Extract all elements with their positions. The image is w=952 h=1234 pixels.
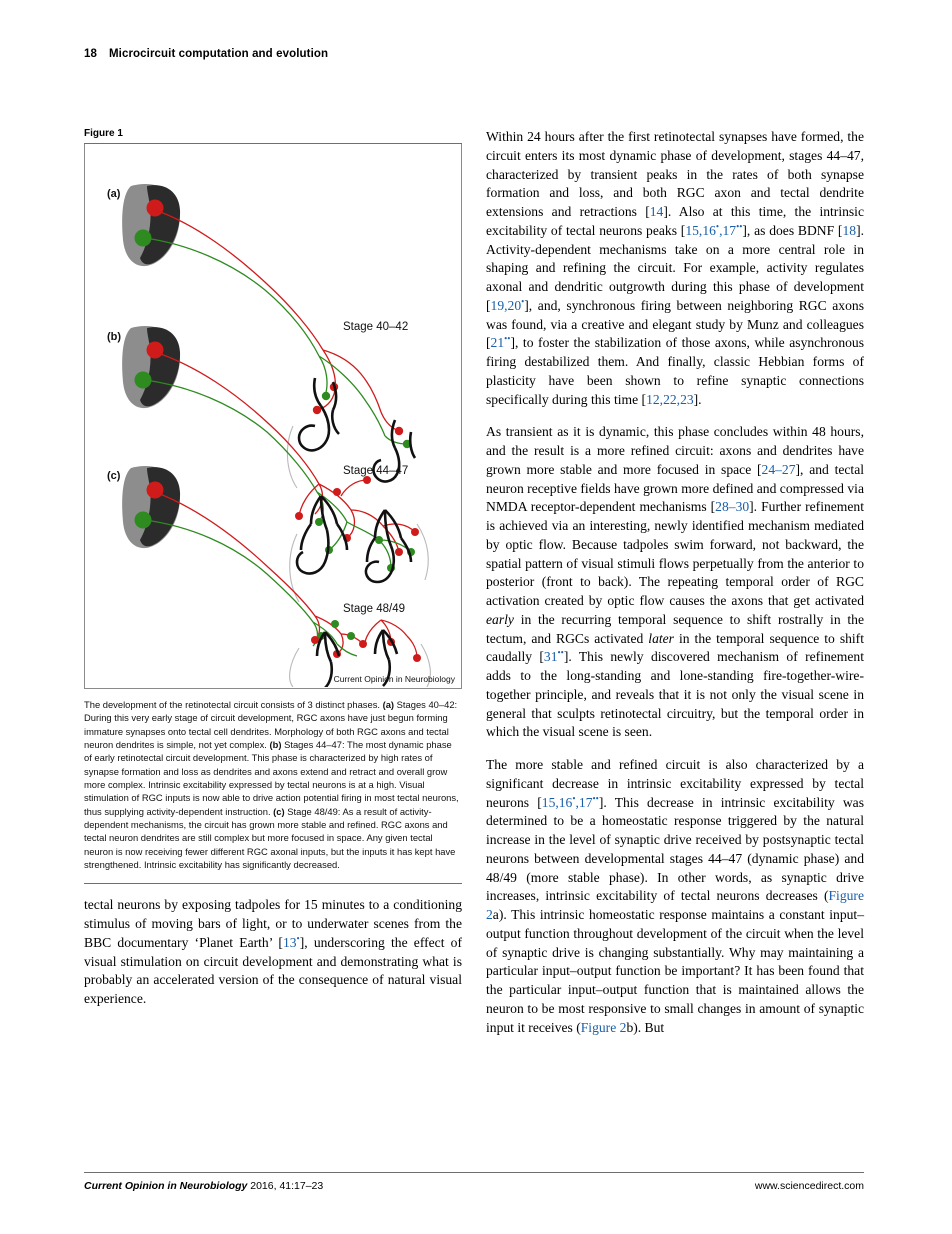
tectum-outline-c (290, 648, 299, 687)
stage-label-b: Stage 44–47 (343, 465, 409, 477)
running-head-title: Microcircuit computation and evolution (109, 48, 329, 60)
right-paragraph-3: The more stable and refined circuit is also characterized by a significant decrease in intrinsic excitability expressed by tectal neurons [15,16•,17••]. This decrease in intrinsic excitability was determined to be a homeostatic response triggered by the natural increase in the level of synaptic drive received by postsynaptic tectal neurons between developmental stages 44–47 (dynamic phase) and 48/49 (more stable phase). In other words, as synaptic drive increases, intrinsic excitability of tectal neurons decreases (Figure 2a). This intrinsic homeostatic response maintains a constant input–output function throughout development of the circuit when the level of synaptic drive is changing substantially. Why may maintaining a particular input–output function be important? It has been found that the particular input–output function that is maintained allows the neuron to be most responsive to small changes in amount of synaptic input it receives (Figure 2b). But (486, 757, 865, 1035)
right-paragraph-2: As transient as it is dynamic, this phase concludes within 48 hours, and the result is a more refined circuit: axons and dendrites have grown more stable and more focused in space [24–27], and tectal neuron receptive fields have grown more defined and compressed via NMDA receptor-dependent mechanisms [28–30]. Further refinement is achieved via an interesting, newly identified mechanism mediated by optic flow. Because tadpoles swim forward, not backward, the spatial pattern of visual stimuli flows perpetually from the anterior to posterior (front to back). The repeating temporal order of RGC activation created by optic flow causes the axons that get activated early in the recurring temporal sequence to shift rostrally in the tectum, and RGCs activated later in the temporal sequence to shift caudally [31••]. This newly discovered mechanism of refinement adds to the long-standing and lone-standing fire-together-wire-together principle, and reveals that it is not only the visual scene in general that sculpts retinotectal circuitry, but the temporal order in which the visual scene is seen. (486, 424, 865, 740)
footer-citation (84, 1180, 323, 1192)
eye-schematic-c (122, 466, 180, 548)
footer-website: www.sciencedirect.com (754, 1180, 864, 1192)
footer-volume-pages: 2016, 41:17–23 (250, 1180, 324, 1192)
page-footer (84, 1180, 864, 1192)
right-column (486, 128, 864, 1051)
panel-letter-b: (b) (107, 331, 122, 343)
figure-credit: Current Opinion in Neurobiology (333, 674, 455, 684)
figure-1-image (84, 144, 462, 689)
right-paragraph-1: Within 24 hours after the first retinotectal synapses have formed, the circuit enters its most dynamic phase of development, stages 44–47, characterized by transient peaks in the rates of both synapse formation and loss, and both RGC axon and tectal dendrite extensions and retractions [14]. Also at this time, the intrinsic excitability of tectal neurons peaks [15,16•,17••], as does BDNF [18]. Activity-dependent mechanisms take on a more central role in shaping and refining the circuit. For example, activity regulates axonal and dendritic outgrowth during this phase of development [19,20•], and, synchronous firing between neighboring RGC axons was found, via a creative and elegant study by Munz and colleagues [21••], to foster the stabilization of those axons, while asynchronous firing destabilized them. And finally, classic Hebbian forms of plasticity have been shown to refine synaptic connections specifically during this time [12,22,23]. (486, 129, 864, 407)
stage-label-a: Stage 40–42 (343, 321, 409, 333)
left-column (84, 128, 462, 1023)
eye-schematic-a (122, 184, 180, 266)
figure-caption: The development of the retinotectal circuit consists of 3 distinct phases. (a) Stages 40–42: During this very early stage of circuit development, RGC axons have just begun forming immature synapses onto tectal cell dendrites. Morphology of both RGC axons and tectal neuron dendrites is simple, not yet complex. (b) Stages 44–47: The most dynamic phase of early retinotectal circuit development. This phase is characterized by high rates of synapse formation and loss as dendrites and axons extend and retract and overall grow more complex. Intrinsic excitability expressed by tectal neurons is at a high. Visual stimulation of RGC inputs is now able to drive action potential firing in most tectal neurons, thus supplying activity-dependent instruction. (c) Stage 48/49: As a result of activity-dependent mechanisms, the circuit has grown more stable and refined. RGC axons and tectal neuron dendrites are still complex but more focused in space. Any given tectal neuron is now receiving fewer different RGC axonal inputs, but the inputs it has kept have strengthened. Intrinsic excitability has significantly decreased. (84, 699, 459, 871)
figure-label: Figure 1 (84, 128, 123, 139)
retinotectal-circuit-diagram (85, 144, 461, 687)
caption-rule (84, 883, 462, 884)
page-number: 18 (84, 48, 97, 60)
footer-rule (84, 1172, 864, 1173)
left-column-paragraph: tectal neurons by exposing tadpoles for 15 minutes to a conditioning stimulus of moving bars of light, or to underwater scenes from the BBC documentary ‘Planet Earth’ [13•], underscoring the effect of visual stimulation on circuit development and demonstrating what is probably an accelerated version of the consequence of natural visual experience. (84, 897, 463, 1007)
panel-letter-c: (c) (107, 470, 121, 482)
running-head (84, 48, 328, 60)
stage-label-c: Stage 48/49 (343, 603, 406, 615)
eye-schematic-b (122, 326, 180, 408)
panel-letter-a: (a) (107, 188, 121, 200)
footer-journal-name: Current Opinion in Neurobiology (84, 1180, 248, 1192)
rgc-axons-c (145, 492, 417, 658)
